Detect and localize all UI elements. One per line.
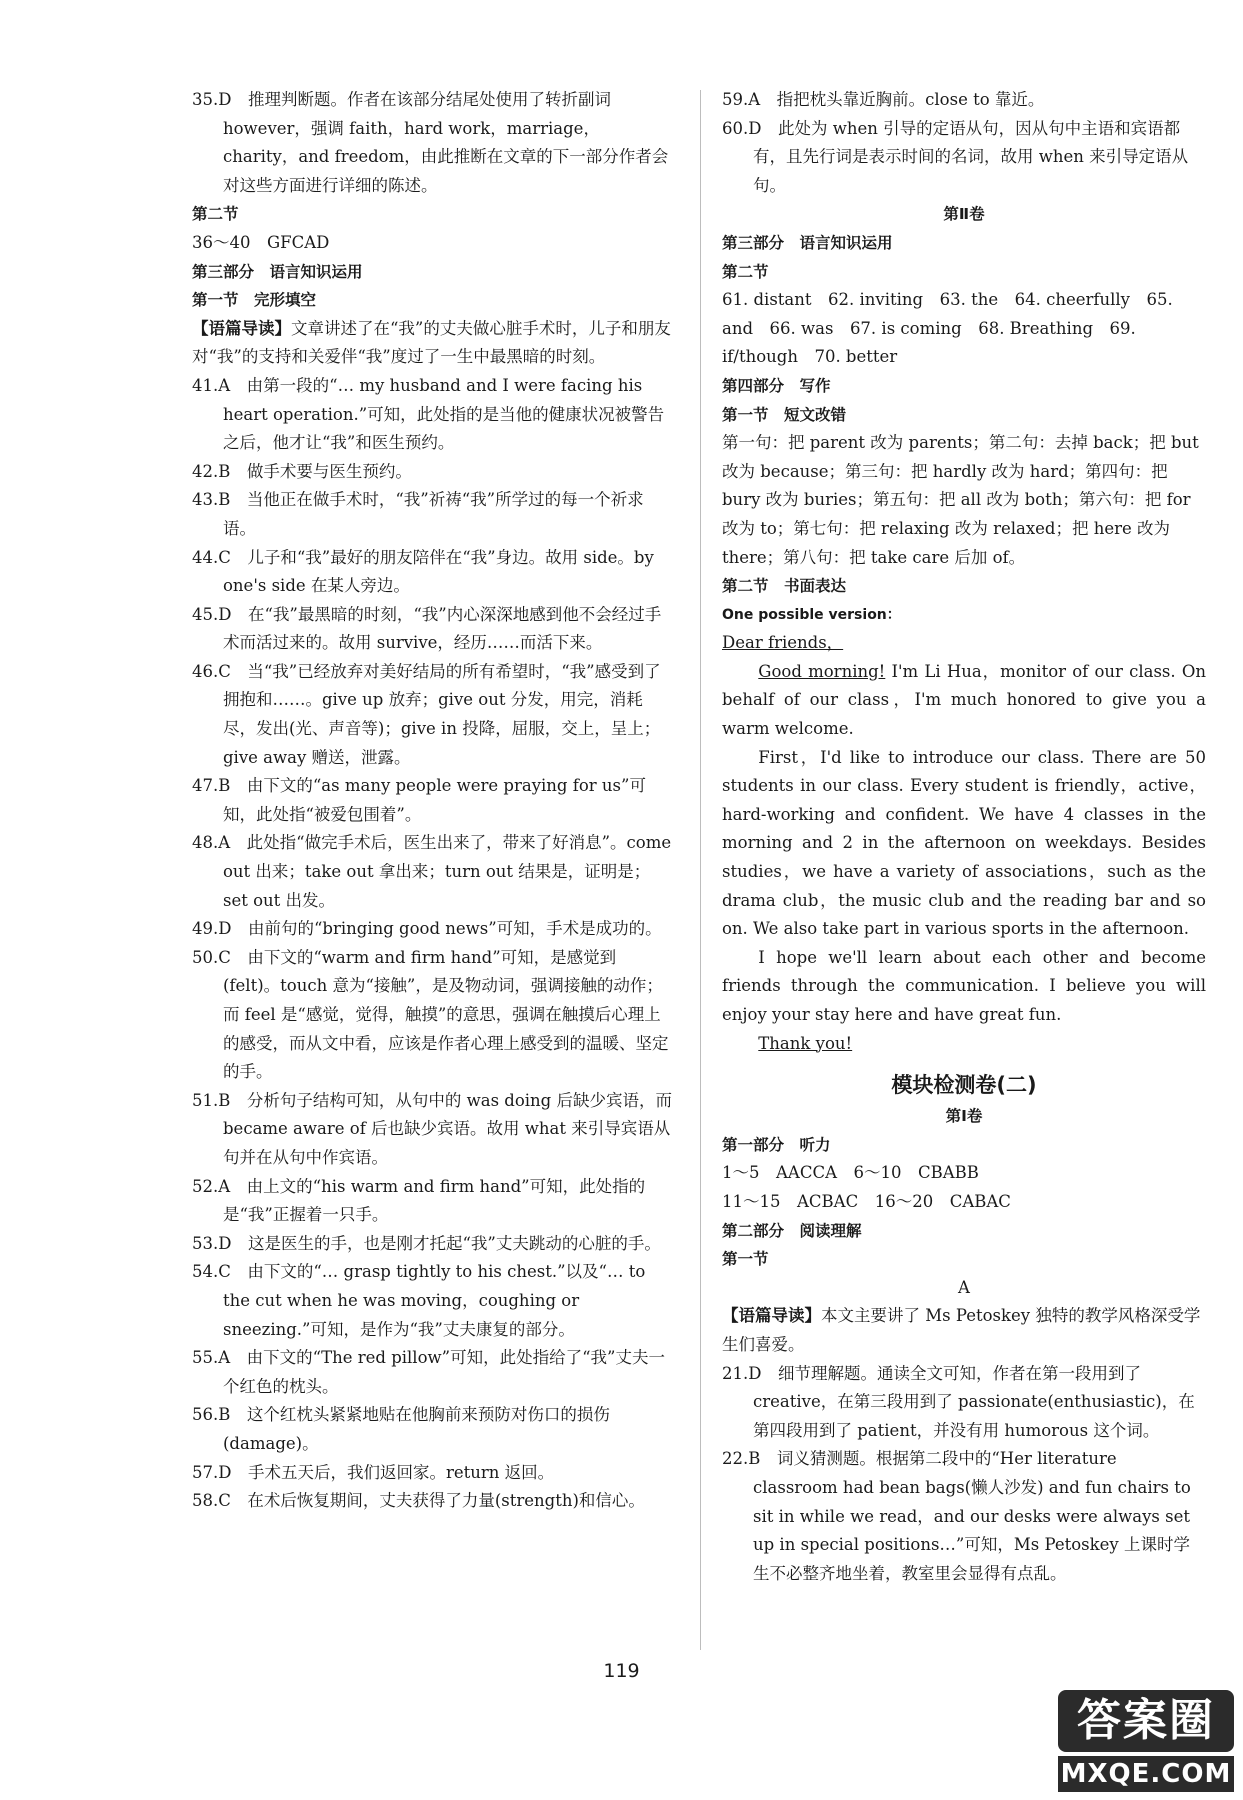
letter-paragraph	[722, 658, 1206, 744]
section-heading: 第一节	[722, 1250, 769, 1269]
answer-item: 58.C 在术后恢复期间，丈夫获得了力量(strength)和信心。	[192, 1491, 645, 1511]
section-heading: 第四部分 写作	[722, 376, 831, 395]
answer-item: 21.D 细节理解题。通读全文可知，作者在第一段用到了 creative，在第三段用到了 passionate(enthusiastic)，在第四段用到了 patient，并没有用 humorous 这个词。	[722, 1363, 1195, 1440]
answer-item: 46.C 当“我”已经放弃对美好结局的所有希望时，“我”感受到了拥抱和……。give up 放弃；give out 分发，用完，消耗尽，发出(光、声音等)；give in 投降，屈服，交上，呈上；give away 赠送，泄露。	[192, 661, 661, 767]
answer-line: 1～5 AACCA 6～10 CBABB	[722, 1163, 979, 1183]
answer-item: 54.C 由下文的“… grasp tightly to his chest.”以及“… to the cut when he was moving，coughing or sneezing.”可知，是作为“我”丈夫康复的部分。	[192, 1262, 646, 1339]
guide-label: 【语篇导读】	[192, 318, 291, 338]
section-heading: 第一节 短文改错	[722, 405, 847, 424]
answer-item: 59.A 指把枕头靠近胸前。close to 靠近。	[722, 90, 1045, 109]
answer-item: 41.A 由第一段的“… my husband and I were facing his heart operation.”可知，此处指的是当他的健康状况被警告之后，他才让“我”和医生预约。	[192, 375, 665, 453]
section-heading: 第一部分 听力	[722, 1135, 831, 1154]
answer-item: 35.D 推理判断题。作者在该部分结尾处使用了转折副词 however，强调 faith，hard work，marriage，charity，and freedom，由此推断在文章的下一部分作者会对这些方面进行详细的陈述。	[192, 90, 669, 195]
passage-guide	[192, 315, 672, 372]
answer-item: 47.B 由下文的“as many people were praying for us”可知，此处指“被爱包围着”。	[192, 776, 646, 824]
guide-text: 文章讲述了在“我”的丈夫做心脏手术时，儿子和朋友对“我”的支持和关爱伴“我”度过了一生中最黑暗的时刻。	[192, 318, 671, 367]
answer-item: 60.D 此处为 when 引导的定语从句，因从句中主语和宾语都有，且先行词是表示时间的名词，故用 when 来引导定语从句。	[722, 118, 1189, 195]
watermark-site-text: MXQE.COM	[1058, 1756, 1234, 1792]
answer-line: 36～40 GFCAD	[192, 232, 330, 252]
answer-item: 49.D 由前句的“bringing good news”可知，手术是成功的。	[192, 919, 662, 939]
right-column	[722, 86, 1206, 1588]
answer-item: 55.A 由下文的“The red pillow”可知，此处指给了“我”丈夫一个红色的枕头。	[192, 1348, 665, 1396]
section-heading: 第二节	[722, 262, 769, 281]
answer-item: 45.D 在“我”最黑暗的时刻，“我”内心深深地感到他不会经过手术而活过来的。故用 survive，经历……而活下来。	[192, 604, 662, 653]
letter-paragraph: First，I'd like to introduce our class. There are 50 students in our class. Every student is friendly，active，hard-working and confident. We have 4 classes in the morning and 2 in the afternoon on weekdays. Besides studies，we have a variety of associations，such as the drama club，the music club and the reading bar and so on. We also take part in various sports in the afternoon.	[722, 747, 1206, 939]
answer-item: 48.A 此处指“做完手术后，医生出来了，带来了好消息”。come out 出来；take out 拿出来；turn out 结果是，证明是；set out 出发。	[192, 833, 672, 910]
answer-item: 44.C 儿子和“我”最好的朋友陪伴在“我”身边。故用 side。by one's side 在某人旁边。	[192, 547, 654, 596]
section-heading: 第三部分 语言知识运用	[722, 233, 893, 252]
answer-item: 57.D 手术五天后，我们返回家。return 返回。	[192, 1462, 555, 1482]
guide-label: 【语篇导读】	[722, 1306, 821, 1326]
underlined-phrase: Thank you!	[758, 1033, 853, 1053]
page-number: 119	[603, 1660, 640, 1682]
section-heading: 第一节 完形填空	[192, 291, 317, 310]
paragraph-text: I'm Li Hua，monitor of our class. On behalf of our class，I'm much honored to give you a warm welcome.	[722, 661, 1206, 739]
column-divider	[700, 90, 701, 1650]
letter-salutation: Dear friends，	[722, 633, 844, 653]
sample-heading: One possible version：	[722, 606, 901, 623]
answer-item: 43.B 当他正在做手术时，“我”祈祷“我”所学过的每一个祈求语。	[192, 490, 644, 538]
volume-heading: 第Ⅱ卷	[943, 205, 985, 224]
answer-item: 42.B 做手术要与医生预约。	[192, 461, 412, 481]
module-title: 模块检测卷(二)	[891, 1073, 1037, 1098]
answer-item: 51.B 分析句子结构可知，从句中的 was doing 后缺少宾语，而 became aware of 后也缺少宾语。故用 what 来引导宾语从句并在从句中作宾语。	[192, 1090, 672, 1167]
passage-guide	[722, 1302, 1206, 1359]
section-heading: 第二部分 阅读理解	[722, 1221, 862, 1240]
answer-item: 56.B 这个红枕头紧紧地贴在他胸前来预防对伤口的损伤(damage)。	[192, 1405, 610, 1453]
letter-paragraph	[722, 1030, 1206, 1059]
underlined-phrase: Good morning!	[758, 661, 886, 681]
watermark-logo-text: 答案圈	[1058, 1690, 1234, 1752]
answer-item: 50.C 由下文的“warm and firm hand”可知，是感觉到(felt)。touch 意为“接触”，是及物动词，强调接触的动作；而 feel 是“感觉，觉得，触摸”的意思，强调在触摸后心理上的感受，而从文中看，应该是作者心理上感受到的温暖、坚定的手。	[192, 947, 669, 1082]
watermark-logo	[1058, 1690, 1234, 1794]
answer-line: 61. distant 62. inviting 63. the 64. cheerfully 65. and 66. was 67. is coming 68. Breathing 69. if/though 70. better	[722, 290, 1173, 367]
volume-heading: 第Ⅰ卷	[945, 1107, 983, 1126]
section-heading: 第三部分 语言知识运用	[192, 262, 363, 281]
section-heading: 第二节	[192, 205, 239, 224]
answer-item: 52.A 由上文的“his warm and firm hand”可知，此处指的是“我”正握着一只手。	[192, 1176, 646, 1225]
section-heading: 第二节 书面表达	[722, 577, 847, 596]
letter-paragraph: I hope we'll learn about each other and become friends through the communication. I believe you will enjoy your stay here and have great fun.	[722, 947, 1206, 1024]
guide-text: 本文主要讲了 Ms Petoskey 独特的教学风格深受学生们喜爱。	[722, 1306, 1201, 1354]
left-column	[192, 86, 672, 1516]
passage-label: A	[958, 1277, 970, 1297]
answer-line: 11～15 ACBAC 16～20 CABAC	[722, 1191, 1011, 1211]
answer-item: 53.D 这是医生的手，也是刚才托起“我”丈夫跳动的心脏的手。	[192, 1233, 661, 1253]
answer-item: 22.B 词义猜测题。根据第二段中的“Her literature classroom had bean bags(懒人沙发) and fun chairs to sit in while we read，and our desks were always set up in special positions…”可知，Ms Petoskey 上课时学生不必整齐地坐着，教室里会显得有点乱。	[722, 1449, 1191, 1583]
answer-line: 第一句：把 parent 改为 parents；第二句：去掉 back；把 but 改为 because；第三句：把 hardly 改为 hard；第四句：把 bury 改为 buries；第五句：把 all 改为 both；第六句：把 for 改为 to；第七句：把 relaxing 改为 relaxed；把 here 改为 there；第八句：把 take care 后加 of。	[722, 433, 1199, 567]
